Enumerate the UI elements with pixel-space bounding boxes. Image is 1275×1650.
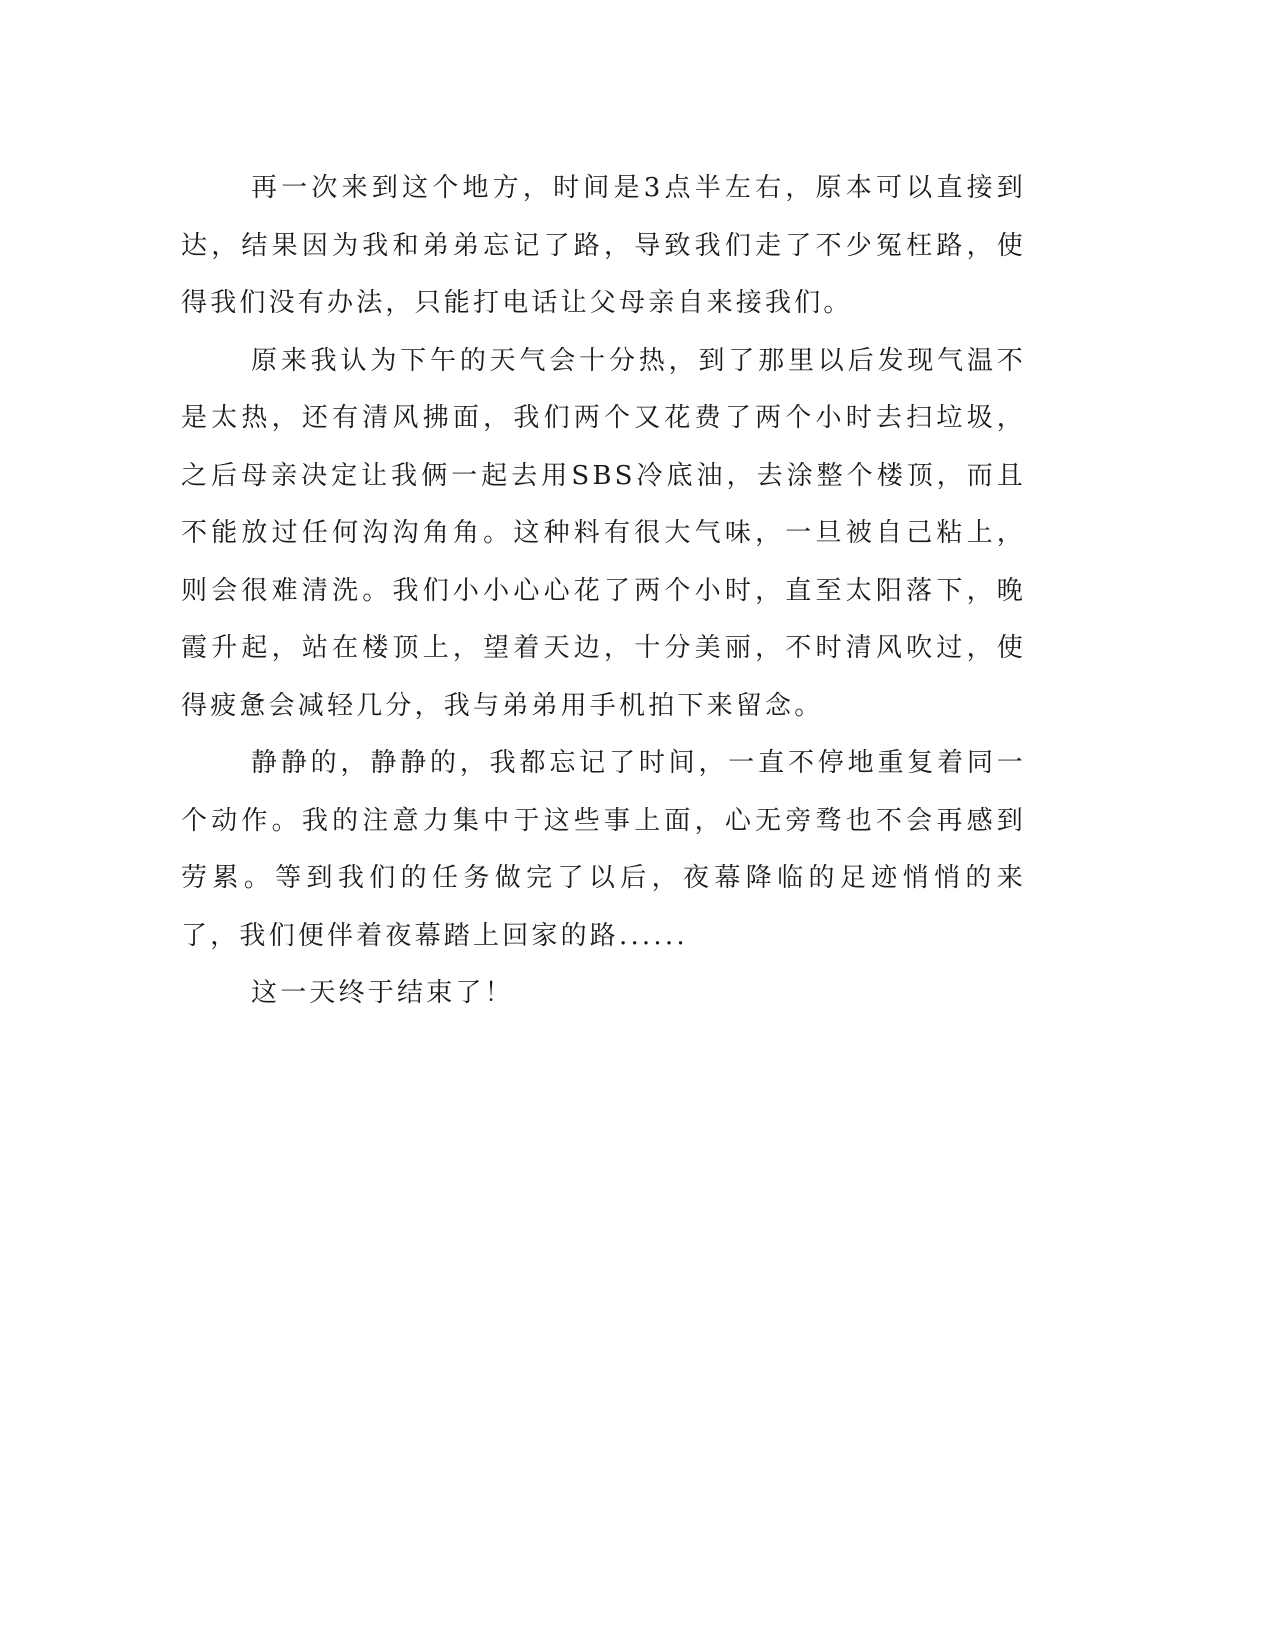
paragraph-4: 这一天终于结束了！ <box>251 978 514 1008</box>
paragraph-2: 原来我认为下午的天气会十分热，到了那里以后发现气温不是太热，还有清风拂面，我们两个又花费了两个小时去扫垃圾，之后母亲决定让我俩一起去用SBS冷底油，去涂整个楼顶，而且不能放过任何沟沟角角。这种料有很大气味，一旦被自己粘上，则会很难清洗。我们小小心心花了两个小时，直至太阳落下，晚霞升起，站在楼顶上，望着天边，十分美丽，不时清风吹过，使得疲惫会减轻几分，我与弟弟用手机拍下来留念。 <box>181 345 1026 721</box>
paragraph-3: 静静的，静静的，我都忘记了时间，一直不停地重复着同一个动作。我的注意力集中于这些事上面，心无旁骛也不会再感到劳累。等到我们的任务做完了以后，夜幕降临的足迹悄悄的来了，我们便伴着夜幕踏上回家的路...... <box>181 748 1026 951</box>
paragraph-1: 再一次来到这个地方，时间是3点半左右，原本可以直接到达，结果因为我和弟弟忘记了路，导致我们走了不少冤枉路，使得我们没有办法，只能打电话让父母亲自来接我们。 <box>181 173 1026 318</box>
document-body <box>181 160 1026 1023</box>
